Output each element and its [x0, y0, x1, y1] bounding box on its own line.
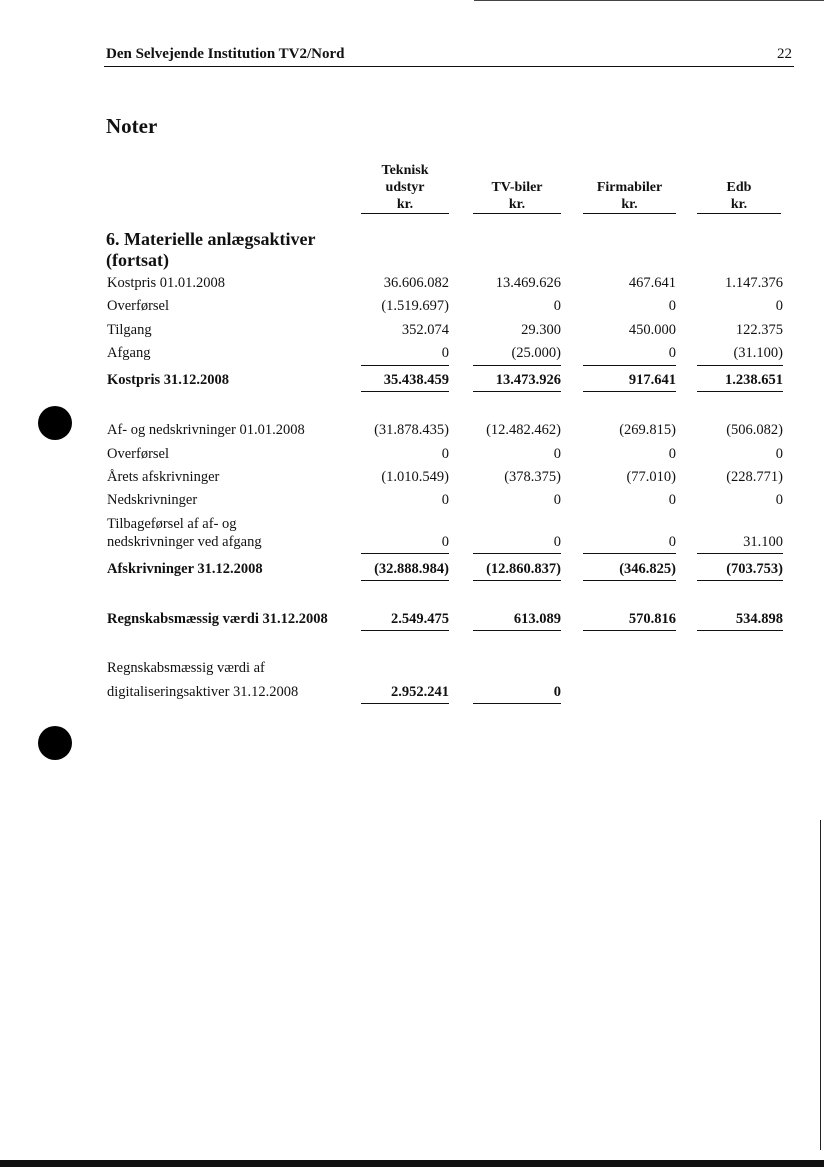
cell-value: 0 — [553, 446, 561, 462]
column-header-firmabiler: Firmabiler kr. — [583, 179, 676, 214]
row-label: Nedskrivninger — [107, 492, 198, 508]
cell-value: (346.825) — [619, 561, 676, 577]
cell-value: 0 — [668, 492, 676, 508]
total-rule — [697, 630, 783, 631]
header-rule — [104, 66, 794, 67]
subtotal-rule — [361, 553, 449, 554]
subtotal-rule — [583, 365, 676, 366]
cell-value: (506.082) — [726, 422, 783, 438]
total-rule — [473, 703, 561, 704]
cell-value: 0 — [668, 534, 676, 550]
total-rule — [473, 580, 561, 581]
cell-value: (1.010.549) — [381, 469, 449, 485]
cell-value: 0 — [553, 534, 561, 550]
cell-value: 450.000 — [628, 322, 676, 338]
table-row — [0, 322, 824, 344]
cell-value: 467.641 — [628, 275, 676, 291]
row-label: Overførsel — [107, 298, 170, 314]
cell-value: 0 — [441, 492, 449, 508]
cell-value: 534.898 — [735, 611, 783, 627]
table-row — [0, 469, 824, 491]
cell-value: 0 — [668, 345, 676, 361]
row-label: Tilbageførsel af af- og — [107, 516, 237, 532]
subtotal-rule — [697, 553, 783, 554]
cell-value: 613.089 — [513, 611, 561, 627]
cell-value: 31.100 — [743, 534, 783, 550]
subtotal-rule — [583, 553, 676, 554]
cell-value: 1.147.376 — [725, 275, 783, 291]
cell-value: 0 — [441, 534, 449, 550]
row-label: Afgang — [107, 345, 151, 361]
section-title: 6. Materielle anlægsaktiver (fortsat) — [106, 229, 316, 270]
cell-value: 0 — [553, 492, 561, 508]
cell-value: (32.888.984) — [374, 561, 449, 577]
cell-value: 29.300 — [521, 322, 561, 338]
total-rule — [473, 391, 561, 392]
cell-value: 0 — [775, 298, 783, 314]
cell-value: 570.816 — [628, 611, 676, 627]
cell-value: 2.549.475 — [391, 611, 449, 627]
subtotal-rule — [473, 365, 561, 366]
total-rule — [583, 580, 676, 581]
row-label: nedskrivninger ved afgang — [107, 534, 262, 550]
cell-value: 36.606.082 — [383, 275, 449, 291]
cell-value: (378.375) — [504, 469, 561, 485]
cell-value: (12.860.837) — [486, 561, 561, 577]
table-row — [0, 422, 824, 444]
row-label: Tilgang — [107, 322, 152, 338]
cell-value: 1.238.651 — [725, 372, 783, 388]
cell-value: (269.815) — [619, 422, 676, 438]
cell-value: 0 — [668, 298, 676, 314]
cell-value: 2.952.241 — [391, 684, 449, 700]
total-rule — [697, 391, 783, 392]
subtotal-rule — [361, 365, 449, 366]
scan-edge-line — [474, 0, 824, 1]
punch-hole-mark — [38, 726, 72, 760]
subtotal-rule — [473, 553, 561, 554]
cell-value: 352.074 — [401, 322, 449, 338]
row-label: Regnskabsmæssig værdi 31.12.2008 — [107, 611, 328, 627]
cell-value: 0 — [441, 345, 449, 361]
row-label: Regnskabsmæssig værdi af — [107, 660, 265, 676]
row-label: Kostpris 31.12.2008 — [107, 372, 230, 388]
cell-value: (1.519.697) — [381, 298, 449, 314]
row-label: Kostpris 01.01.2008 — [107, 275, 226, 291]
subtotal-rule — [697, 365, 783, 366]
cell-value: 0 — [775, 446, 783, 462]
row-label: Årets afskrivninger — [107, 469, 220, 485]
table-row — [0, 275, 824, 297]
cell-value: (25.000) — [511, 345, 561, 361]
cell-value: 0 — [553, 684, 561, 700]
column-header-tv-biler: TV-biler kr. — [473, 179, 561, 214]
cell-value: (12.482.462) — [486, 422, 561, 438]
column-header-teknisk-udstyr: Teknisk udstyr kr. — [361, 162, 449, 214]
cell-value: 13.469.626 — [495, 275, 561, 291]
table-row — [0, 492, 824, 514]
total-rule — [361, 391, 449, 392]
column-header-edb: Edb kr. — [697, 179, 781, 214]
row-label: digitaliseringsaktiver 31.12.2008 — [107, 684, 299, 700]
table-row — [0, 298, 824, 320]
cell-value: (703.753) — [726, 561, 783, 577]
cell-value: 0 — [441, 446, 449, 462]
total-rule — [697, 580, 783, 581]
cell-value: 0 — [775, 492, 783, 508]
cell-value: 122.375 — [735, 322, 783, 338]
total-rule — [583, 391, 676, 392]
row-label: Afskrivninger 31.12.2008 — [107, 561, 263, 577]
table-row — [0, 345, 824, 367]
total-rule — [473, 630, 561, 631]
scan-bottom-edge — [0, 1160, 824, 1167]
document-header-title: Den Selvejende Institution TV2/Nord — [106, 46, 345, 62]
row-label: Af- og nedskrivninger 01.01.2008 — [107, 422, 305, 438]
scan-edge-line — [820, 820, 821, 1150]
cell-value: (31.878.435) — [374, 422, 449, 438]
table-row — [0, 446, 824, 468]
cell-value: (228.771) — [726, 469, 783, 485]
total-rule — [361, 703, 449, 704]
page-number: 22 — [777, 46, 792, 62]
cell-value: 917.641 — [628, 372, 676, 388]
total-rule — [583, 630, 676, 631]
cell-value: 35.438.459 — [383, 372, 449, 388]
total-rule — [361, 630, 449, 631]
page-heading: Noter — [106, 114, 158, 138]
cell-value: 13.473.926 — [495, 372, 561, 388]
total-rule — [361, 580, 449, 581]
cell-value: 0 — [553, 298, 561, 314]
row-label: Overførsel — [107, 446, 170, 462]
cell-value: (31.100) — [733, 345, 783, 361]
cell-value: (77.010) — [626, 469, 676, 485]
cell-value: 0 — [668, 446, 676, 462]
